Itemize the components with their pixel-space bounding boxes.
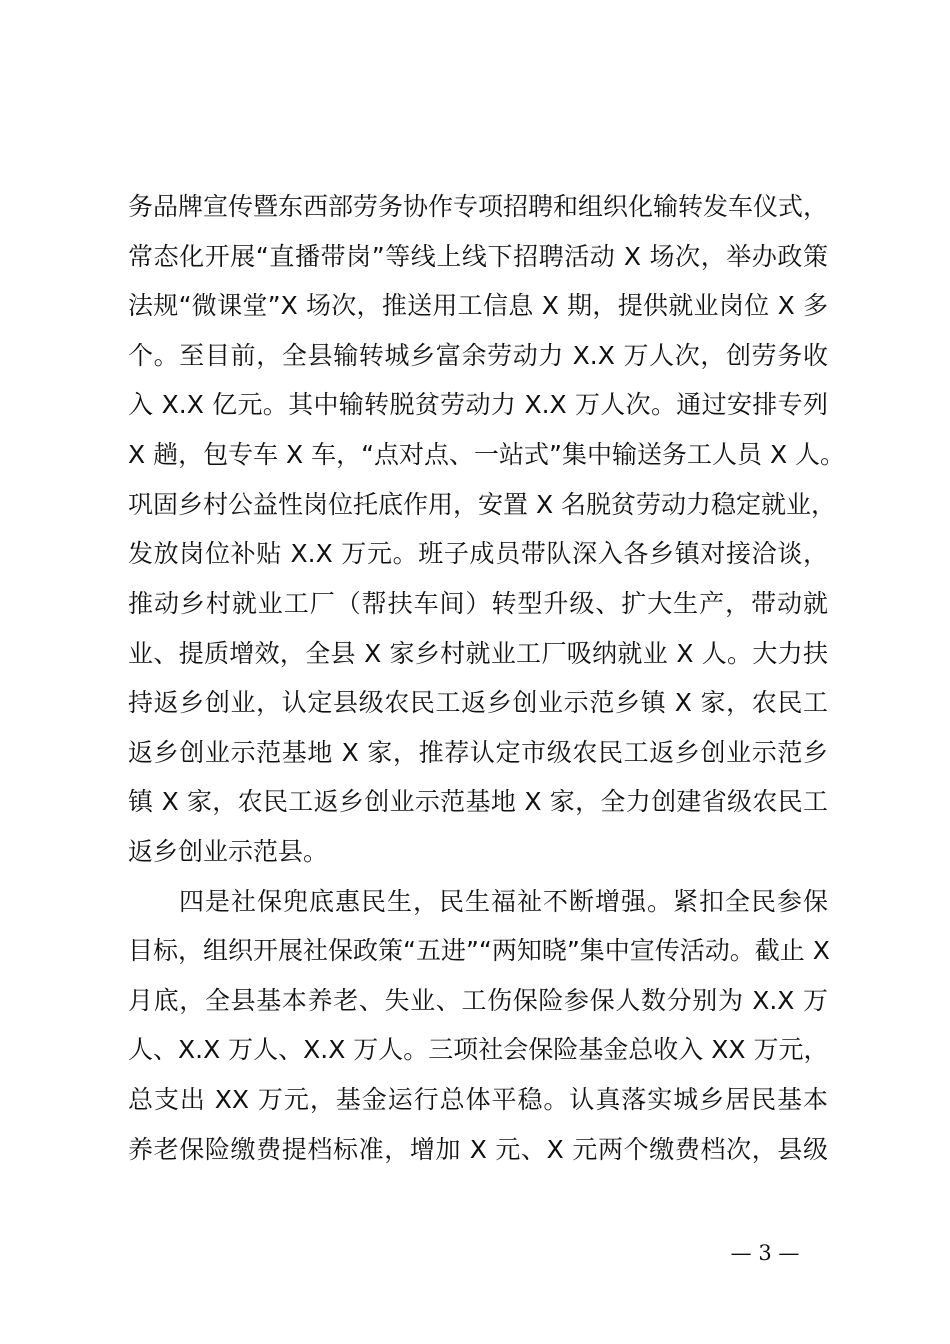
body-text-line: 个。至目前，全县输转城乡富余劳动力 X.X 万人次，创劳务收 [128, 341, 828, 370]
body-text-line: 推动乡村就业工厂（帮扶车间）转型升级、扩大生产，带动就 [128, 589, 828, 618]
body-text-line: 持返乡创业，认定县级农民工返乡创业示范乡镇 X 家，农民工 [128, 688, 828, 717]
body-text-line: X 趟，包专车 X 车，“点对点、一站式”集中输送务工人员 X 人。 [128, 440, 846, 469]
body-text-line: 法规“微课堂”X 场次，推送用工信息 X 期，提供就业岗位 X 多 [128, 291, 828, 320]
page-number: — 3 — [730, 1241, 800, 1265]
body-text-line: 月底，全县基本养老、失业、工伤保险参保人数分别为 X.X 万 [128, 986, 828, 1015]
body-text-line: 养老保险缴费提档标准，增加 X 元、X 元两个缴费档次，县级 [128, 1135, 828, 1164]
body-text-line: 目标，组织开展社保政策“五进”“两知晓”集中宣传活动。截止 X [128, 936, 830, 965]
body-text-line: 务品牌宣传暨东西部劳务协作专项招聘和组织化输转发车仪式， [128, 192, 829, 221]
body-text-line: 返乡创业示范基地 X 家，推荐认定市级农民工返乡创业示范乡 [128, 738, 828, 767]
body-text-line: 人、X.X 万人、X.X 万人。三项社会保险基金总收入 XX 万元， [128, 1035, 829, 1064]
body-text-line: 总支出 XX 万元，基金运行总体平稳。认真落实城乡居民基本 [128, 1085, 828, 1114]
body-text-line: 镇 X 家，农民工返乡创业示范基地 X 家，全力创建省级农民工 [128, 787, 828, 816]
body-text-line: 巩固乡村公益性岗位托底作用，安置 X 名脱贫劳动力稳定就业， [128, 490, 837, 519]
paragraph-first-line: 四是社保兜底惠民生，民生福祉不断增强。紧扣全民参保 [179, 887, 828, 916]
body-text-line: 返乡创业示范县。 [128, 837, 329, 866]
body-text-line: 常态化开展“直播带岗”等线上线下招聘活动 X 场次，举办政策 [128, 242, 828, 271]
body-text-line: 发放岗位补贴 X.X 万元。班子成员带队深入各乡镇对接洽谈， [128, 539, 828, 568]
body-text-line: 业、提质增效，全县 X 家乡村就业工厂吸纳就业 X 人。大力扶 [128, 639, 828, 668]
body-text-line: 入 X.X 亿元。其中输转脱贫劳动力 X.X 万人次。通过安排专列 [128, 390, 828, 419]
